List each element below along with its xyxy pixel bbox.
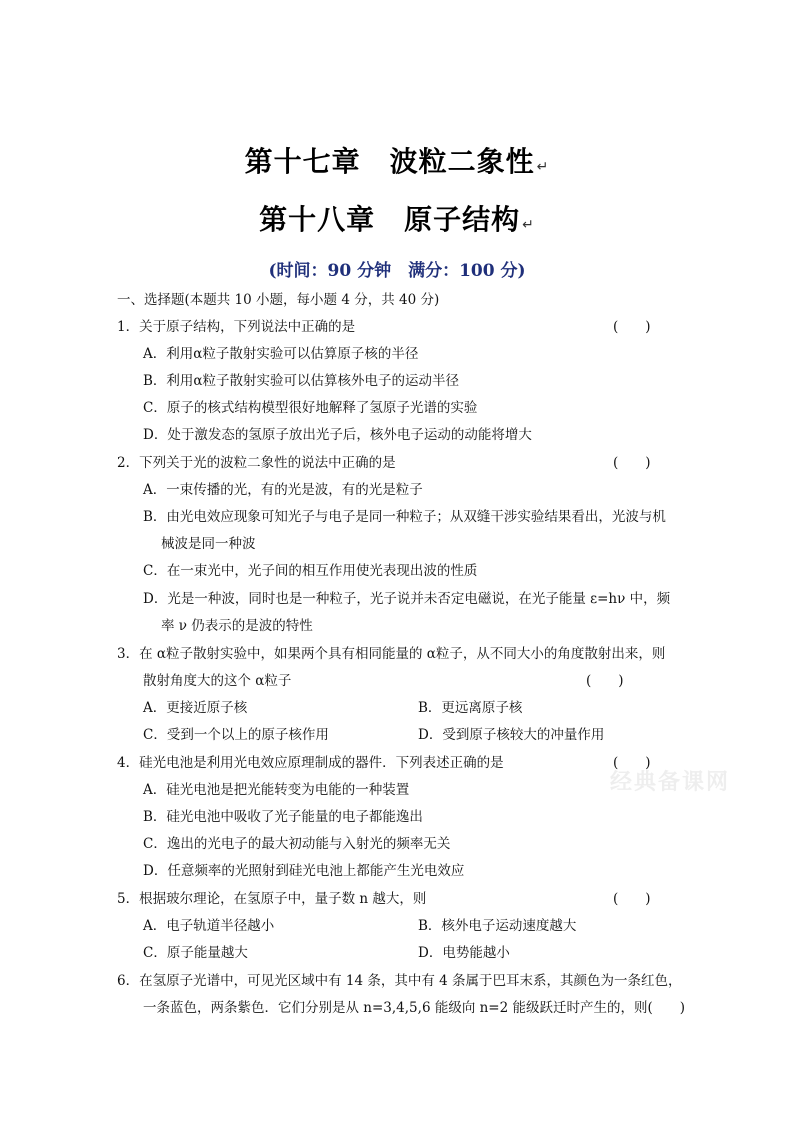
answer-blank: ( ) [613,319,651,335]
q5-option-b: B．核外电子运动速度越大 [418,918,577,934]
q3-option-b: B．更远离原子核 [418,700,523,716]
q2-option-d-line-1: D．光是一种波，同时也是一种粒子，光子说并未否定电磁说，在光子能量 ε=hν 中，频 [143,591,671,607]
question-1-stem: 1．关于原子结构，下列说法中正确的是 [117,319,356,335]
chapter-title-2 [0,198,794,238]
q2-option-a: A．一束传播的光，有的光是波，有的光是粒子 [143,482,423,498]
exam-meta: (时间：90 分钟 满分：100 分) [268,261,526,281]
q4-option-d: D．任意频率的光照射到硅光电池上都能产生光电效应 [143,863,465,879]
question-4-stem: 4．硅光电池是利用光电效应原理制成的器件．下列表述正确的是 [117,755,504,771]
q3-option-a: A．更接近原子核 [143,700,248,716]
q5-option-a: A．电子轨道半径越小 [143,918,275,934]
question-2-stem: 2．下列关于光的波粒二象性的说法中正确的是 [117,455,396,471]
return-mark: ↵ [522,217,535,233]
q5-option-c: C．原子能量越大 [143,945,248,961]
q4-option-b: B．硅光电池中吸收了光子能量的电子都能逸出 [143,809,423,825]
q1-option-b: B．利用α粒子散射实验可以估算核外电子的运动半径 [143,373,460,389]
q1-option-d: D．处于激发态的氢原子放出光子后，核外电子运动的动能将增大 [143,427,532,443]
question-6-stem-line-2: 一条蓝色，两条紫色．它们分别是从 n=3,4,5,6 能级向 n=2 能级跃迁时产生的，则( ) [143,1000,686,1016]
question-5-stem: 5．根据玻尔理论，在氢原子中，量子数 n 越大，则 [117,891,427,907]
q5-option-d: D．电势能越小 [418,945,510,961]
q4-option-a: A．硅光电池是把光能转变为电能的一种装置 [143,782,410,798]
chapter-title-2-text: 第十八章 原子结构 [259,203,521,236]
question-6-stem-line-1: 6．在氢原子光谱中，可见光区域中有 14 条，其中有 4 条属于巴耳末系，其颜色为一条红色， [117,973,682,989]
section-heading: 一、选择题(本题共 10 小题，每小题 4 分，共 40 分) [117,292,440,308]
q2-option-d-line-2: 率 ν 仍表示的是波的特性 [161,618,313,634]
answer-blank: ( ) [586,673,624,689]
q3-option-d: D．受到原子核较大的冲量作用 [418,727,605,743]
answer-blank: ( ) [613,755,651,771]
q1-option-c: C．原子的核式结构模型很好地解释了氢原子光谱的实验 [143,400,478,416]
q2-option-b-line-1: B．由光电效应现象可知光子与电子是同一种粒子；从双缝干涉实验结果看出，光波与机 [143,509,666,525]
q4-option-c: C．逸出的光电子的最大初动能与入射光的频率无关 [143,836,451,852]
answer-blank: ( ) [613,891,651,907]
q3-option-c: C．受到一个以上的原子核作用 [143,727,329,743]
q1-option-a: A．利用α粒子散射实验可以估算原子核的半径 [143,346,419,362]
chapter-title-1 [0,140,794,180]
question-3-stem-line-2: 散射角度大的这个 α粒子 [143,673,292,689]
answer-blank: ( ) [613,455,651,471]
chapter-title-1-text: 第十七章 波粒二象性 [244,145,535,178]
q2-option-c: C．在一束光中，光子间的相互作用使光表现出波的性质 [143,563,478,579]
watermark-logo: 经典备课网 [610,770,731,795]
q2-option-b-line-2: 械波是同一种波 [161,536,256,552]
return-mark: ↵ [536,159,550,175]
question-3-stem-line-1: 3．在 α粒子散射实验中，如果两个具有相同能量的 α粒子，从不同大小的角度散射出来，则 [117,646,666,662]
